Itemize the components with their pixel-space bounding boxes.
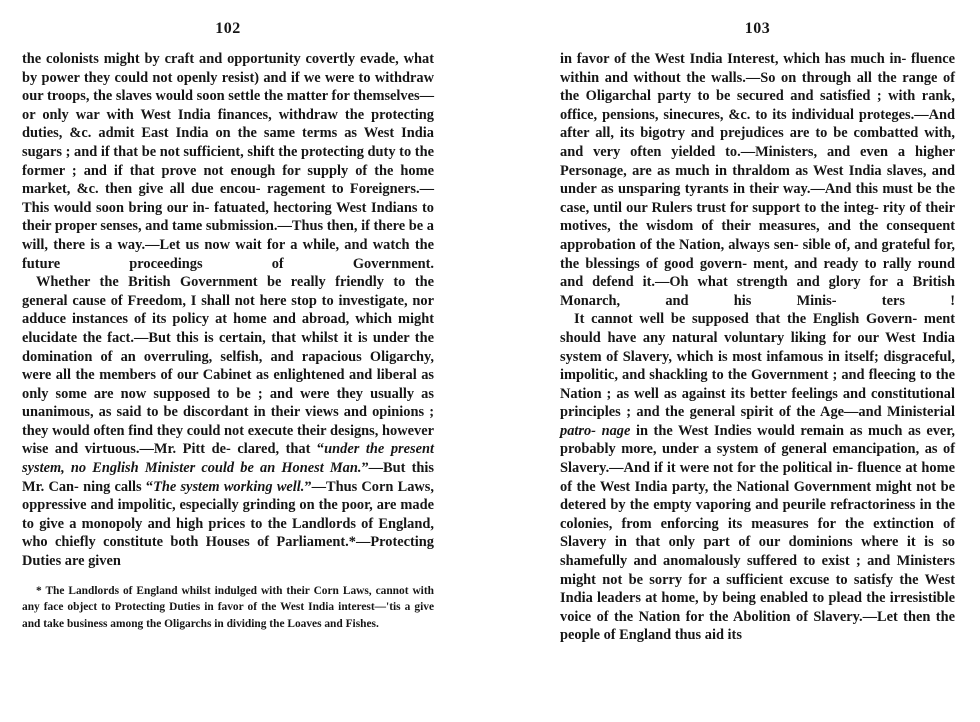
text-line: the general cause of Freedom, I shall not here stop to xyxy=(22,274,434,309)
paragraph xyxy=(22,50,434,273)
paragraph xyxy=(560,50,955,310)
text-line: all the range of the Oligarchal party to be secured and xyxy=(560,69,955,105)
page-body xyxy=(560,50,955,645)
paragraph xyxy=(22,273,434,571)
text-line: there is a way.—Let us now wait for a while, and watch xyxy=(53,236,410,253)
footnote xyxy=(22,583,434,633)
italic-quote: under the present system, no English xyxy=(22,441,435,477)
book-gutter xyxy=(478,0,498,722)
text-line: fluence within and without the walls.—So on through xyxy=(560,51,955,86)
text-line: Laws, cannot with any face object to Protecting Duties in favor xyxy=(22,584,434,614)
text-line: &c. admit East India on the same terms as West India xyxy=(69,125,434,142)
text-line: part of our dominions where it is so shamefully and xyxy=(560,534,955,570)
text-line: its measures for the extinction of Slavery in that only xyxy=(560,515,955,551)
text-line: and peurile refractoriness in the colonies, from enforcing xyxy=(560,497,955,532)
text-line: and if we were to withdraw our troops, the slaves would xyxy=(22,69,434,105)
text-line: as unsparing tyrants in their way.—And this must be xyxy=(600,181,932,198)
text-line: Houses of Parliament.*—Protecting Duties are given xyxy=(22,534,434,570)
text-line: investigate, nor adduce instances of its policy at home xyxy=(22,292,434,328)
text-line: fluence at home of the West India party, the National xyxy=(560,460,955,495)
text-line: in favor of the West India Interest, which has much in- xyxy=(560,51,907,67)
text-line: India leaders at home, by being enabled to plead the xyxy=(560,590,886,607)
text-line: supply of the home market, &c. then give all due encou- xyxy=(22,162,434,198)
text-line: is certain, that whilst it is under the domination of an xyxy=(22,329,434,365)
text-line: duty to the former ; and if that prove not enough for xyxy=(22,143,434,179)
text-line: overruling, selfish, and rapacious Oligarchy, were all the xyxy=(22,348,434,384)
text-line: rity of their motives, the wisdom of their measures, and xyxy=(560,199,955,235)
page-number: 103 xyxy=(744,20,771,37)
text-run: and the general spirit of the Age—and Ministerial xyxy=(636,404,955,421)
text-line: against its better feelings and constitutional principles ; xyxy=(560,385,955,421)
text-run: ”—Thus Corn Laws, xyxy=(304,478,434,495)
text-line: the Landlords of England, who chiefly constitute both xyxy=(22,515,434,551)
text-line: prejudices are to be combatted with, and very often xyxy=(560,125,955,160)
italic-quote: The system working well. xyxy=(153,478,305,495)
text-line: be sorry for a sufficient excuse to satisfy the West xyxy=(628,571,955,588)
text-line: members of our Cabinet as enlightened and liberal as only xyxy=(22,367,434,402)
italic-quote: Minister could be an Honest Man. xyxy=(144,460,362,477)
text-line: sugars ; and if that be not sufficient, shift the protecting xyxy=(22,143,364,160)
text-line: fatuated, hectoring West Indians to their proper senses, xyxy=(22,199,434,235)
text-line: the Oligarchs in dividing the Loaves and Fishes. xyxy=(146,617,379,630)
text-line: probably more, under a system of general emancipation, xyxy=(560,441,920,458)
text-line: satisfied ; with rank, office, pensions, sinecures, &c. to xyxy=(560,88,955,123)
text-line: the future proceedings of Government. xyxy=(22,236,434,272)
text-line: Government ; and fleecing to the Nation ; as well as xyxy=(560,367,955,402)
text-line: poor, are made to give a monopoly and high prices to xyxy=(22,497,434,532)
text-line: the consequent approbation of the Nation, always sen- xyxy=(560,218,955,253)
italic-word: nage xyxy=(601,422,631,439)
left-page xyxy=(22,0,434,632)
text-line: yielded to.—Ministers, and even a higher Personage, xyxy=(560,143,955,179)
text-line: in itself; disgraceful, impolitic, and shackling to the xyxy=(560,348,955,384)
text-line: opinions ; they would often find they could not execute xyxy=(22,404,434,439)
text-run: ”—But this Mr. Can- xyxy=(22,460,434,495)
text-line: ment, and ready to rally round and defend it.—Oh what xyxy=(560,255,955,291)
text-line: Whether the British Government be really friendly to xyxy=(36,274,406,291)
text-line: their designs, however wise and virtuous.—Mr. Pitt de- xyxy=(22,422,434,458)
text-line: Government might not be detered by the empty vaporing xyxy=(560,478,955,514)
text-line: some are now supposed to be ; and were they usually as xyxy=(55,385,434,402)
text-line: West India system of Slavery, which is most infamous xyxy=(560,329,956,365)
text-line: ment should have any natural voluntary liking for our xyxy=(560,311,955,346)
footnote-text xyxy=(22,583,434,633)
text-line: the colonists might by craft and opportunity covertly xyxy=(22,51,356,67)
text-line: and tame submission.—Thus then, if there be a will, xyxy=(22,218,434,253)
text-line: ters ! xyxy=(881,292,955,309)
text-line: anomalously suffered to exist ; and Ministers might not xyxy=(560,553,955,588)
text-line: of the West India interest—'tis a give and take business among xyxy=(22,601,434,630)
text-line: strength and glory for a British Monarch, and his Minis- xyxy=(560,274,955,309)
page-body xyxy=(22,50,434,571)
text-line: the case, until our Rulers trust for support to the integ- xyxy=(560,181,955,216)
text-line: soon settle the matter for themselves—or only war with xyxy=(22,88,434,123)
text-line: are as much in thraldom as West India slaves, and under xyxy=(560,162,955,198)
text-line: ragement to Foreigners.—This would soon bring our in- xyxy=(22,181,434,216)
text-run: ning calls “ xyxy=(83,478,154,495)
text-line: Slavery.—Let then the people of England thus aid its xyxy=(560,608,955,644)
right-page xyxy=(560,0,955,645)
text-run: clared, that “ xyxy=(237,441,325,458)
text-line: irresistible voice of the Nation for the Abolition of xyxy=(560,590,955,625)
text-line: its individual proteges.—And after all, its bigotry and xyxy=(560,106,955,142)
text-line: evade, what by power they could not openly resist) xyxy=(22,51,434,86)
text-line: sible of, and grateful for, the blessings of good govern- xyxy=(560,236,955,272)
text-run: in the West Indies would remain as much as ever, xyxy=(630,422,955,439)
italic-word: patro- xyxy=(560,422,596,439)
text-line: oppressive and impolitic, especially grinding on the xyxy=(22,497,338,514)
text-line: West India finances, withdraw the protecting duties, xyxy=(22,106,434,142)
text-line: * The Landlords of England whilst indulged with their Corn xyxy=(36,584,339,597)
page-number: 102 xyxy=(215,20,241,37)
text-line: unanimous, as said to be discordant in their views and xyxy=(22,404,368,421)
footnote-separator xyxy=(22,571,434,583)
paragraph xyxy=(560,310,955,645)
text-line: as of Slavery.—And if it were not for the political in- xyxy=(560,441,955,477)
text-line: and abroad, which might elucidate the fact.—But this xyxy=(22,311,434,346)
text-line: It cannot well be supposed that the English Govern- xyxy=(574,311,918,328)
